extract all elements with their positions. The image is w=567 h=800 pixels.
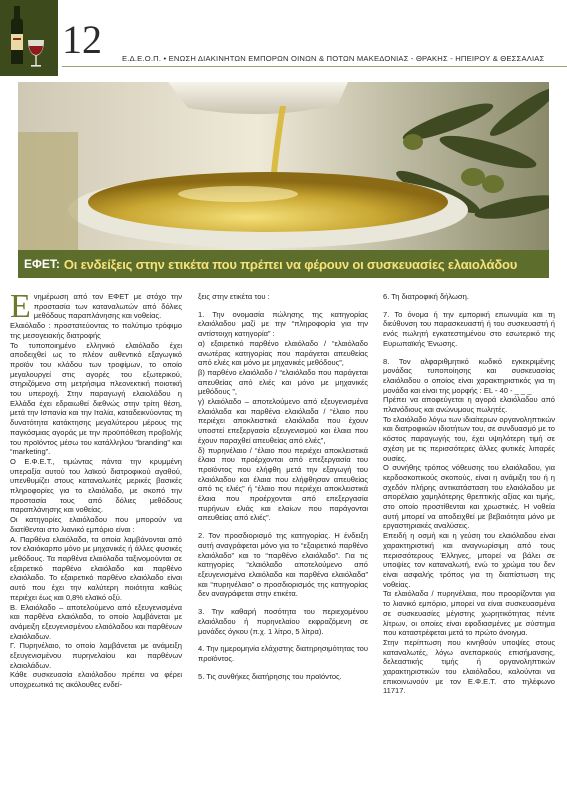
paragraph: 2. Τον προσδιορισμό της κατηγορίας. Η ένδειξη αυτή αναγράφεται μόνο για το “εξαιρετικό παρθένο ελαιόλαδο” και το “παρθένο ελαιόλαδο”. Για τις κατηγορίες “ελαιόλαδο αποτελούμενο από εξευγενισμένα ελαιόλαδα και παρθένα ελαιόλαδα” και “πυρηνέλαιο” ο προσδιορισμός της κατηγορίας δεν αναγράφεται στην ετικέτα. <box>198 531 368 599</box>
paragraph: Β. Ελαιόλαδο – αποτελούμενο από εξευγενισμένα και παρθένα ελαιόλαδα, το οποίο λαμβάνεται με ανάμειξη εξευγενισμένου ελαιόλαδου και παρθένων ελαιόλαδων. <box>10 602 182 641</box>
paragraph: Κάθε συσκευασία ελαιόλαδου πρέπει να φέρει υποχρεωτικά τις ακόλουθες ενδεί- <box>10 670 182 690</box>
wine-logo <box>0 0 58 76</box>
paragraph: Ο συνήθης τρόπος νόθευσης του ελαιόλαδου, για κερδοσκοπικούς σκοπούς, είναι η ανάμιξη του ή η σχεδόν πλήρης αντικατάσταση του ελαιόλαδου με απορέλαιο χαμηλότερης θρεπτικής αξίας και τιμής, στο οποίο προστίθενται και χρωστικές. Η νοθεία αυτή μπορεί να αποδειχθεί με βεβαιότητα μόνο με εργαστηριακές αναλύσεις. <box>383 463 555 531</box>
article-title: Οι ενδείξεις στην ετικέτα που πρέπει να φέρουν οι συσκευασίες ελαιολάδου <box>63 256 518 272</box>
wine-bottle-glass-icon <box>0 0 58 76</box>
article-column-1 <box>10 288 182 690</box>
paragraph: ξεις στην ετικέτα του : <box>198 292 270 301</box>
paragraph: Ο Ε.Φ.Ε.Τ., τιμώντας πάντα την κρυμμένη υπεραξία αυτού του λαϊκού διατροφικού αγαθού, υπενθυμίζει στους καταναλωτές μερικές βασικές πληροφορίες για το ελαιόλαδο, με σκοπό την προστασία τους από δόλιες μεθόδους παραπλάνησης και νοθείας. <box>10 456 182 515</box>
paragraph: Ελαιόλαδο : προστατεύοντας το πολύτιμο τρόφιμο της μεσογειακής διατροφής <box>10 321 182 340</box>
paragraph: Πρέπει να αποφεύγεται η αγορά ελαιόλαδου από πλανόδιους και ανώνυμους πωλητές. <box>383 395 555 415</box>
paragraph: Α. Παρθένα ελαιόλαδα, τα οποία λαμβάνονται από τον ελαιόκαρπο μόνο με μηχανικές ή άλλες φυσικές μεθόδους. Τα παρθένα ελαιόλαδα ταξινομούνται σε εξαιρετικό παρθένο ελαιόλαδο και παρθένο ελαιόλαδο. Το εξαιρετικό παρθένο ελαιόλαδο είναι αυτό που έχει την καλύτερη ποιότητα καθώς περιέχει έως και 0,8% ελαϊκό οξύ. <box>10 534 182 602</box>
drop-cap: Ε <box>10 288 31 325</box>
paragraph: Οι κατηγορίες ελαιόλαδου που μπορούν να διατίθενται στο λιανικό εμπόριο είναι : <box>10 515 182 534</box>
paragraph: 1. Την ονομασία πώλησης της κατηγορίας ελαιόλαδου μαζί με την “πληροφορία για την αντίστοιχη κατηγορία” : <box>198 309 368 339</box>
organization-header: Ε.Δ.Ε.Ο.Π. • ΕΝΩΣΗ ΔΙΑΚΙΝΗΤΩΝ ΕΜΠΟΡΩΝ ΟΙΝΩΝ & ΠΟΤΩΝ ΜΑΚΕΔΟΝΙΑΣ - ΘΡΑΚΗΣ - ΗΠΕΙΡΟΥ & ΘΕΣΣΑΛΙΑΣ <box>122 54 545 63</box>
paragraph: 6. Τη διατροφική δήλωση. <box>383 292 469 301</box>
paragraph: Γ. Πυρηνέλαιο, το οποίο λαμβάνεται με ανάμειξη εξευγενισμένου πυρηνελαίου και παρθένων ελαιολάδων. <box>10 641 182 670</box>
paragraph: β) παρθένο ελαιόλαδο / “ελαιόλαδο που παράγεται απευθείας από ελιές και μόνο με μηχανικές μεθόδους ”, <box>198 367 368 397</box>
paragraph: Το τυποποιημένο ελληνικό ελαιόλαδο έχει αποδειχθεί ως το πλέον αυθεντικό εξαγωγικό προϊόν του κλάδου των τροφίμων, το οποίο μεγαλουργεί στις αγορές του εξωτερικού, στηριζόμενο στη μετρήσιμα πλεονεκτική ποιοτική του υπεροχή. Στην παραγωγή ελαιολάδου η Ελλάδα έχει εδραιωθεί διεθνώς στην τρίτη θέση, μετά την Ισπανία και την Ιταλία, καταδεικνύοντας τη δυνατότητα κατάκτησης μεγαλύτερου μέρους της παγκόσμιας αγοράς με την προϋπόθεση προβολής του προϊόντος μέσω του κατάλληλου “branding” και “marketing”. <box>10 340 182 457</box>
paragraph: Επειδή η οσμή και η γεύση του ελαιόλαδου είναι χαρακτηριστική και αναγνωρίσιμη από τους περισσότερους Έλληνες, μπορεί να βάλει σε υποψίες τον καταναλωτή, ενώ το χρώμα του δεν είναι ασφαλής τρόπος για τη διαπίστωση της νοθείας. <box>383 531 555 589</box>
page-number: 12 <box>62 17 102 62</box>
paragraph: Ενημέρωση από τον ΕΦΕΤ με στόχο την προστασία των καταναλωτών από δόλιες μεθόδους παραπλάνησης και νοθείας. <box>10 288 182 325</box>
paragraph: 8. Τον αλφαριθμητικό κωδικό εγκεκριμένης μονάδας τυποποίησης και συσκευασίας ελαιόλαδου ο οποίος είναι χαρακτηριστικός για τη μονάδα και είναι της μορφής : EL - 40 - _ _ _ <box>383 356 555 395</box>
paragraph: Στην περίπτωση που κινηθούν υποψίες στους καταναλωτές, λόγω ανεπαρκούς επισήμανσης, δελεαστικής τιμής ή οργανοληπτικών χαρακτηριστικών του ελαιόλαδου, καλούνται να επικοινωνούν με τον Ε.Φ.Ε.Τ. στο τηλέφωνο 11717. <box>383 637 555 696</box>
paragraph: Το ελαιόλαδο λόγω των ιδιαίτερων οργανοληπτικών και διατροφικών ιδιοτήτων του, σε συνδυασμό με το κόστος παραγωγής του, έχει υψηλότερη τιμή σε σχέση με τις περισσότερες άλλες φυτικές λιπαρές ουσίες. <box>383 414 555 463</box>
paragraph: 4. Την ημερομηνία ελάχιστης διατηρησιμότητας του προϊόντος. <box>198 644 368 663</box>
paragraph: 3. Την καθαρή ποσότητα του περιεχομένου ελαιόλαδου ή πυρηνελαίου εκφραζόμενη σε μονάδες όγκου (π.χ. 1 λίτρο, 5 λίτρα). <box>198 607 368 636</box>
page-header <box>0 0 567 78</box>
paragraph: Τα ελαιόλαδα / πυρηνέλαια, που προορίζονται για το λιανικό εμπόριο, μπορεί να είναι συσκευασμένα σε συσκευασίες μέγιστης χωρητικότητας πέντε λίτρων, οι οποίες είναι εφοδιασμένες με σύστημα που καταστρέφεται μετά το πρώτο άνοιγμα. <box>383 589 555 638</box>
article-tag: ΕΦΕΤ: <box>24 257 60 271</box>
paragraph: 5. Τις συνθήκες διατήρησης του προϊόντος. <box>198 671 342 681</box>
header-divider <box>62 66 567 67</box>
article-column-3 <box>383 292 555 696</box>
article-column-2 <box>198 292 368 681</box>
paragraph: γ) ελαιόλαδο – αποτελούμενο από εξευγενισμένα ελαιόλαδα και παρθένα ελαιόλαδα / “έλαιο που περιέχει αποκλειστικά ελαιόλαδα που έχουν υποστεί επεξεργασία εξευγενισμού και έλαια που έχουν παραχθεί απευθείας από ελιές”, <box>198 397 368 445</box>
paragraph: δ) πυρηνέλαιο / “έλαιο που περιέχει αποκλειστικά έλαια που προέρχονται από επεξεργασία του προϊόντος που ελήφθη μετά την εξαγωγή του ελαιόλαδου και έλαια που ελήφθησαν απευθείας από τις ελιές” ή “έλαιο που περιέχει αποκλειστικά έλαια που προέρχονται από επεξεργασία πυρήνων ελιάς και ελαίων που παράγονται απευθείας από ελιές”. <box>198 445 368 523</box>
paragraph: 7. Το όνομα ή την εμπορική επωνυμία και τη διεύθυνση του παρασκευαστή ή του συσκευαστή ή ενός πωλητή εγκατεστημένου στο εσωτερικό της Ευρωπαϊκής Ένωσης. <box>383 309 555 348</box>
article-title-bar <box>18 250 549 278</box>
olive-oil-pour-image <box>18 82 549 250</box>
olive-oil-photo <box>18 82 549 250</box>
paragraph: α) εξαιρετικό παρθένο ελαιόλαδο / “ελαιόλαδο ανωτέρας κατηγορίας που παράγεται απευθείας από ελιές και μόνο με μηχανικές μεθόδους”, <box>198 338 368 368</box>
